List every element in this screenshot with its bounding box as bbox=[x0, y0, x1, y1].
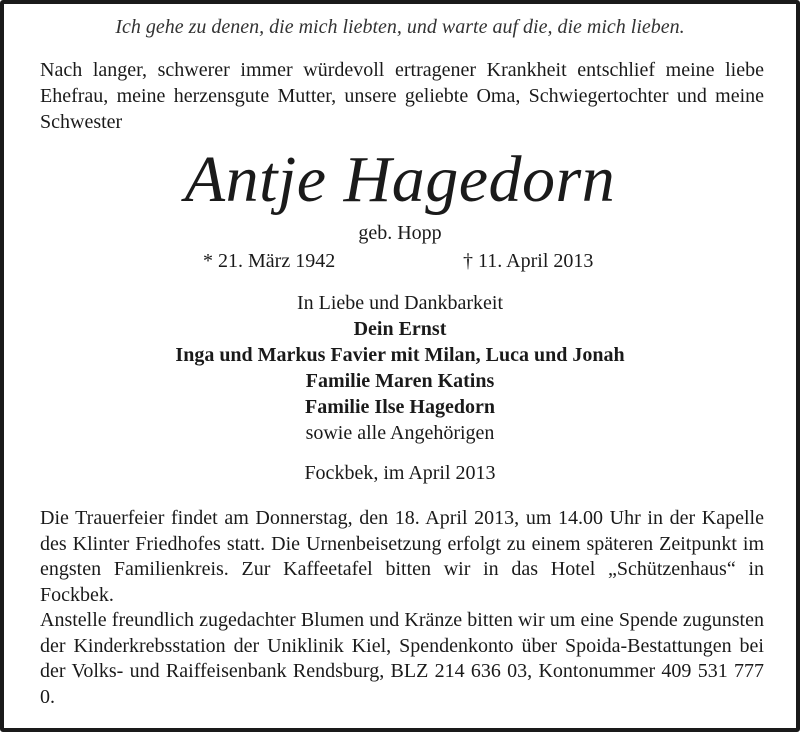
mourners-closing: sowie alle Angehörigen bbox=[305, 422, 495, 444]
birth-date: * 21. März 1942 bbox=[203, 250, 336, 272]
deceased-name: Antje Hagedorn bbox=[184, 143, 616, 216]
donation-info: Anstelle freundlich zugedachter Blumen und Kränze bitten wir um eine Spende zugunsten der Kinderkrebsstation der Uniklinik Kiel, Spendenkonto über Spoida-Bestattungen bei der Volks- und Raiffeisenbank Rendsburg, BLZ 214 636 03, Kontonummer 409 531 777 0. bbox=[40, 609, 764, 708]
mourner-line: Dein Ernst bbox=[353, 318, 447, 340]
motto: Ich gehe zu denen, die mich liebten, und warte auf die, die mich lieben. bbox=[115, 16, 685, 38]
place-date: Fockbek, im April 2013 bbox=[304, 462, 496, 484]
death-date: † 11. April 2013 bbox=[463, 250, 594, 272]
mourners-intro: In Liebe und Dankbarkeit bbox=[296, 292, 504, 314]
mourner-line: Inga und Markus Favier mit Milan, Luca und Jonah bbox=[175, 344, 625, 366]
mourner-line: Familie Maren Katins bbox=[305, 370, 495, 392]
maiden-name: geb. Hopp bbox=[358, 222, 442, 244]
mourner-line: Familie Ilse Hagedorn bbox=[305, 396, 495, 418]
mourners-block bbox=[0, 290, 800, 446]
details-block bbox=[40, 506, 764, 710]
intro-text: Nach langer, schwerer immer würdevoll ertragener Krankheit entschlief meine liebe Ehefrau, meine herzensgute Mutter, unsere geliebte Oma, Schwiegertochter und meine Schwester bbox=[40, 59, 764, 133]
funeral-info: Die Trauerfeier findet am Donnerstag, den 18. April 2013, um 14.00 Uhr in der Kapelle des Klinter Friedhofes statt. Die Urnenbeisetzung erfolgt zu einem späteren Zeitpunkt im engsten Familienkreis. Zur Kaffeetafel bitten wir in das Hotel „Schützenhaus“ in Fockbek. bbox=[40, 507, 764, 606]
